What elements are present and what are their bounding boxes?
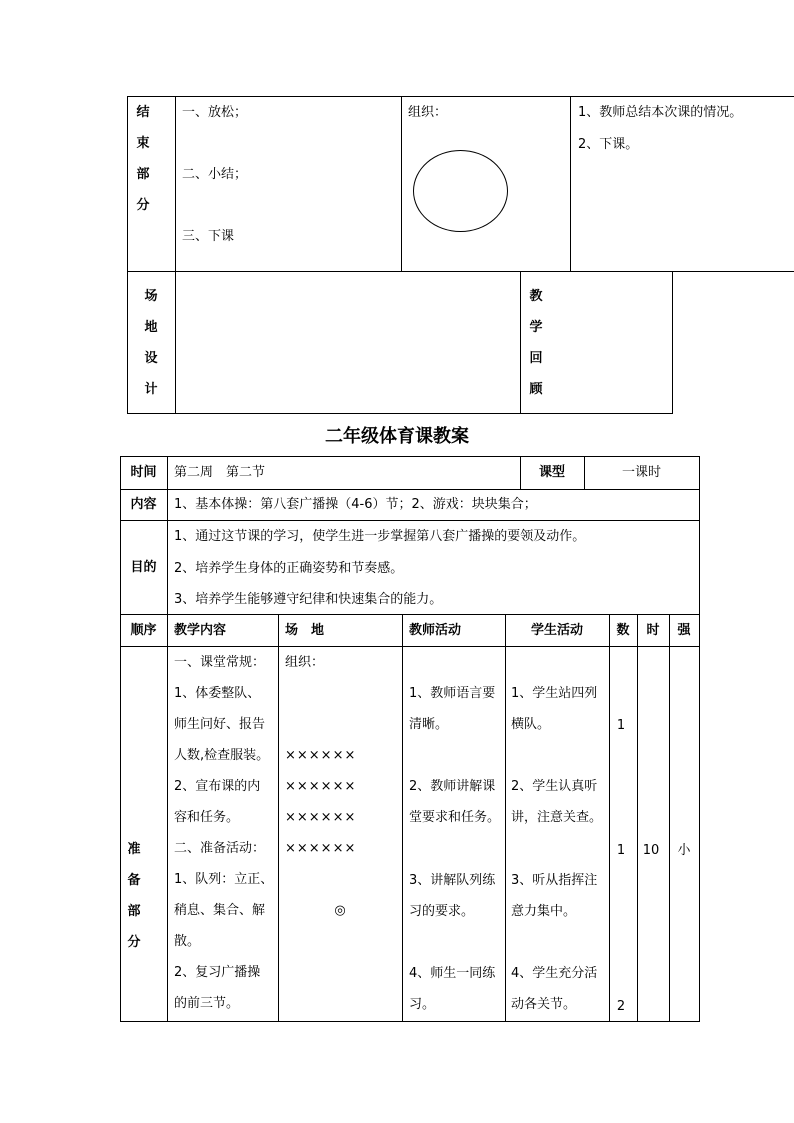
header-count: 数 xyxy=(616,623,630,638)
header-teacher: 教师活动 xyxy=(409,623,462,638)
goal-2: 2、培养学生身体的正确姿势和节奏感。 xyxy=(174,561,404,576)
formation-circle xyxy=(413,150,508,232)
list-item: 散。 xyxy=(174,934,201,949)
teacher-line: 3、讲解队列练 xyxy=(409,873,496,888)
time-value: 第二周 第二节 xyxy=(174,465,266,480)
list-item: 2、复习广播操 xyxy=(174,965,261,980)
list-item: 2、宣布课的内 xyxy=(174,779,261,794)
ending-org-label: 组织： xyxy=(408,105,448,120)
list-item: 1、队列：立正、 xyxy=(174,872,274,887)
list-item: 的前三节。 xyxy=(174,996,240,1011)
count-value: 1 xyxy=(616,843,626,858)
student-line: 讲，注意关查。 xyxy=(511,810,603,825)
page-title: 二年级体育课教案 xyxy=(325,426,469,447)
intensity-value: 小 xyxy=(677,843,691,858)
formation-row: ×××××× xyxy=(285,779,357,794)
prep-section-label: 准 备 部 分 xyxy=(127,842,141,950)
teacher-line: 堂要求和任务。 xyxy=(409,810,501,825)
content-label: 内容 xyxy=(130,497,157,512)
teacher-line: 习的要求。 xyxy=(409,904,475,919)
ending-teacher-1: 1、教师总结本次课的情况。 xyxy=(578,105,743,120)
prep-venue-org: 组织： xyxy=(285,655,325,670)
teacher-line: 清晰。 xyxy=(409,717,449,732)
header-time: 时 xyxy=(646,623,660,638)
student-line: 4、学生充分活 xyxy=(511,966,598,981)
time-minutes: 10 xyxy=(642,843,660,858)
goal-label: 目的 xyxy=(130,560,157,575)
teacher-position-icon: ◎ xyxy=(334,903,346,918)
formation-row: ×××××× xyxy=(285,841,357,856)
student-line: 动各关节。 xyxy=(511,997,577,1012)
ending-teacher-2: 2、下课。 xyxy=(578,137,639,152)
teacher-line: 习。 xyxy=(409,997,436,1012)
formation-rows xyxy=(285,740,356,864)
count-value: 1 xyxy=(616,718,626,733)
time-label: 时间 xyxy=(130,465,157,480)
ending-item-relax: 一、放松； xyxy=(182,105,248,120)
ending-item-summary: 二、小结； xyxy=(182,167,248,182)
header-content: 教学内容 xyxy=(174,623,227,638)
prep-content xyxy=(174,647,273,1019)
type-label: 课型 xyxy=(538,465,565,480)
header-student: 学生活动 xyxy=(530,623,583,638)
student-line: 横队。 xyxy=(511,717,551,732)
goal-1: 1、通过这节课的学习，使学生进一步掌握第八套广播操的要领及动作。 xyxy=(174,529,586,544)
header-venue: 场 地 xyxy=(285,623,325,638)
content-value: 1、基本体操：第八套广播操（4-6）节；2、游戏：块块集合； xyxy=(174,497,537,512)
goal-3: 3、培养学生能够遵守纪律和快速集合的能力。 xyxy=(174,592,443,607)
list-item: 二、准备活动： xyxy=(174,841,266,856)
student-line: 2、学生认真听 xyxy=(511,779,598,794)
type-value: 一课时 xyxy=(621,465,661,480)
teacher-line: 4、师生一同练 xyxy=(409,966,496,981)
student-line: 3、听从指挥注 xyxy=(511,873,598,888)
teaching-review-label: 教 学 回 顾 xyxy=(529,289,543,397)
list-item: 一、课堂常规： xyxy=(174,655,266,670)
header-intensity: 强 xyxy=(677,623,691,638)
teacher-line: 2、教师讲解课 xyxy=(409,779,496,794)
formation-row: ×××××× xyxy=(285,810,357,825)
student-line: 1、学生站四列 xyxy=(511,686,598,701)
venue-design-label: 场 地 设 计 xyxy=(144,289,158,397)
list-item: 1、体委整队、 xyxy=(174,686,261,701)
formation-row: ×××××× xyxy=(285,748,357,763)
student-line: 意力集中。 xyxy=(511,904,577,919)
ending-item-dismiss: 三、下课 xyxy=(182,229,235,244)
header-order: 顺序 xyxy=(130,623,157,638)
ending-section-label: 结 束 部 分 xyxy=(136,105,150,213)
list-item: 稍息、集合、解 xyxy=(174,903,266,918)
count-value: 2 xyxy=(616,999,626,1014)
list-item: 师生问好、报告 xyxy=(174,717,266,732)
list-item: 人数,检查服装。 xyxy=(174,748,270,763)
list-item: 容和任务。 xyxy=(174,810,240,825)
teacher-line: 1、教师语言要 xyxy=(409,686,496,701)
